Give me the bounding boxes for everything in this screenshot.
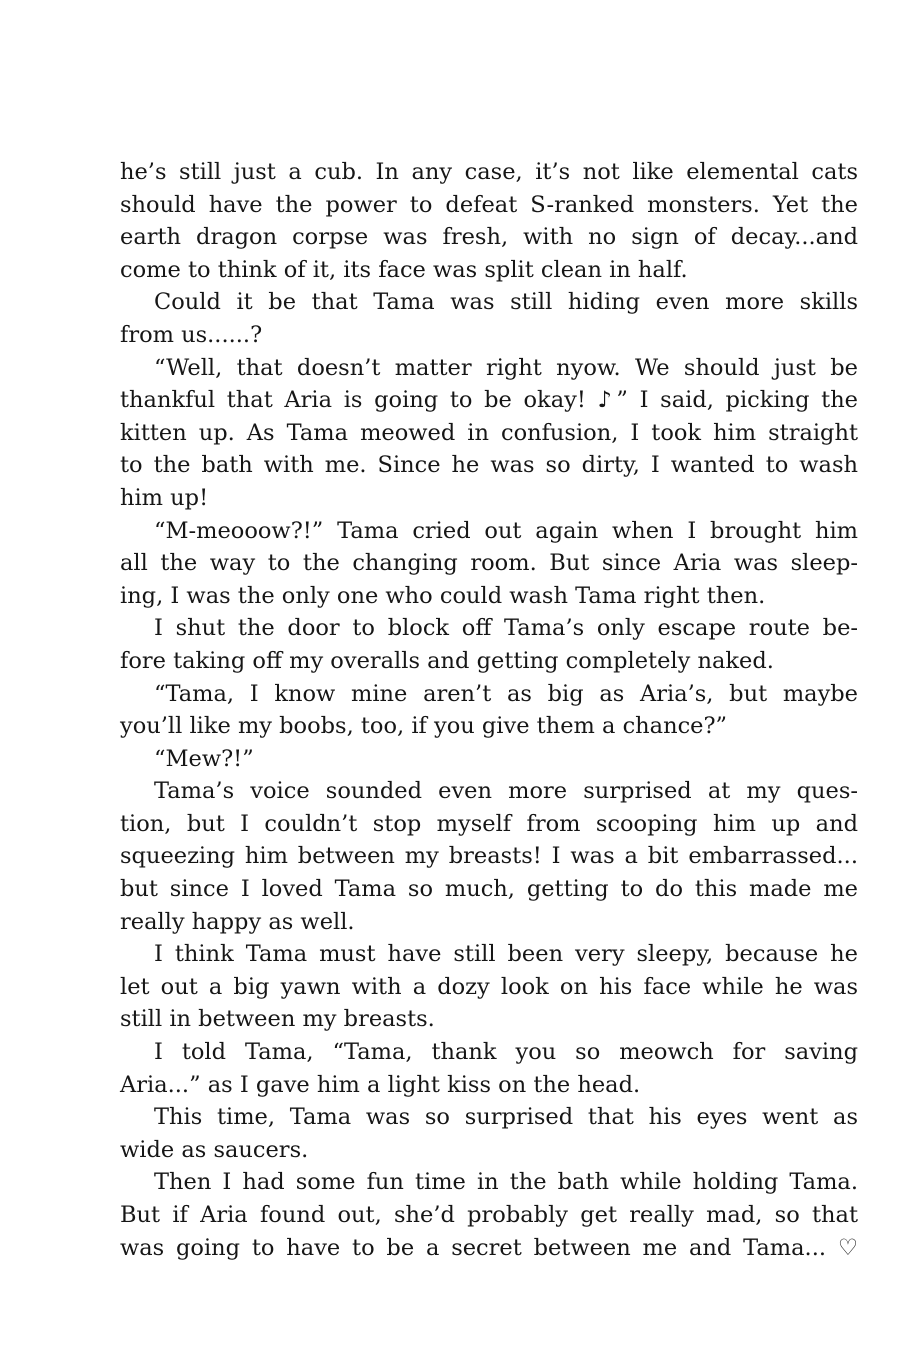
paragraph [120,1166,858,1264]
text-line: This time, Tama was so surprised that his eyes went as [154,1104,858,1131]
text-line: squeezing him between my breasts! I was a bit embarrassed... [120,843,858,870]
paragraph [120,1036,858,1101]
paragraph [120,938,858,1036]
text-line: was going to have to be a secret between me and Tama... ♡ [120,1234,858,1261]
text-line: let out a big yawn with a dozy look on his face while he was [120,973,858,1000]
text-line: “Well, that doesn’t matter right nyow. We should just be [154,354,858,381]
paragraph [120,743,858,776]
text-line: I shut the door to block off Tama’s only escape route be- [154,615,858,642]
text-line: “M-meooow?!” Tama cried out again when I brought him [154,517,858,544]
text-line: Aria...” as I gave him a light kiss on the head. [120,1071,641,1098]
text-line: should have the power to defeat S-ranked monsters. Yet the [120,191,858,218]
paragraph [120,156,858,286]
text-line: he’s still just a cub. In any case, it’s not like elemental cats [120,159,858,185]
text-line: ing, I was the only one who could wash Tama right then. [120,582,766,609]
paragraph [120,612,858,677]
text-line: “Tama, I know mine aren’t as big as Aria’s, but maybe [154,680,858,707]
text-line: I told Tama, “Tama, thank you so meowch for saving [154,1039,858,1066]
text-line: all the way to the changing room. But since Aria was sleep- [120,550,858,577]
text-line: tion, but I couldn’t stop myself from scooping him up and [120,810,858,837]
text-line: you’ll like my boobs, too, if you give them a chance?” [120,713,728,740]
paragraph [120,775,858,938]
text-line: from us......? [120,321,263,348]
paragraph [120,515,858,613]
text-line: “Mew?!” [154,745,254,772]
text-line: Tama’s voice sounded even more surprised at my ques- [154,778,858,805]
paragraph [120,352,858,515]
book-page [120,156,858,1264]
paragraph [120,286,858,351]
text-line: but since I loved Tama so much, getting to do this made me [120,876,858,903]
text-line: really happy as well. [120,908,355,935]
text-line: wide as saucers. [120,1136,309,1163]
text-line: still in between my breasts. [120,1006,435,1033]
text-line: Then I had some fun time in the bath while holding Tama. [154,1169,858,1196]
text-line: kitten up. As Tama meowed in confusion, I took him straight [120,419,858,446]
paragraph [120,1101,858,1166]
text-line: him up! [120,484,209,511]
text-line: fore taking off my overalls and getting completely naked. [120,647,774,674]
paragraph [120,678,858,743]
text-line: earth dragon corpse was fresh, with no sign of decay...and [120,224,858,251]
text-line: Could it be that Tama was still hiding even more skills [154,289,858,316]
text-line: come to think of it, its face was split clean in half. [120,256,688,283]
text-line: thankful that Aria is going to be okay! ♪” I said, picking the [120,387,858,414]
text-line: I think Tama must have still been very sleepy, because he [154,941,858,968]
text-line: But if Aria found out, she’d probably get really mad, so that [120,1202,858,1228]
text-line: to the bath with me. Since he was so dirty, I wanted to wash [120,452,858,479]
